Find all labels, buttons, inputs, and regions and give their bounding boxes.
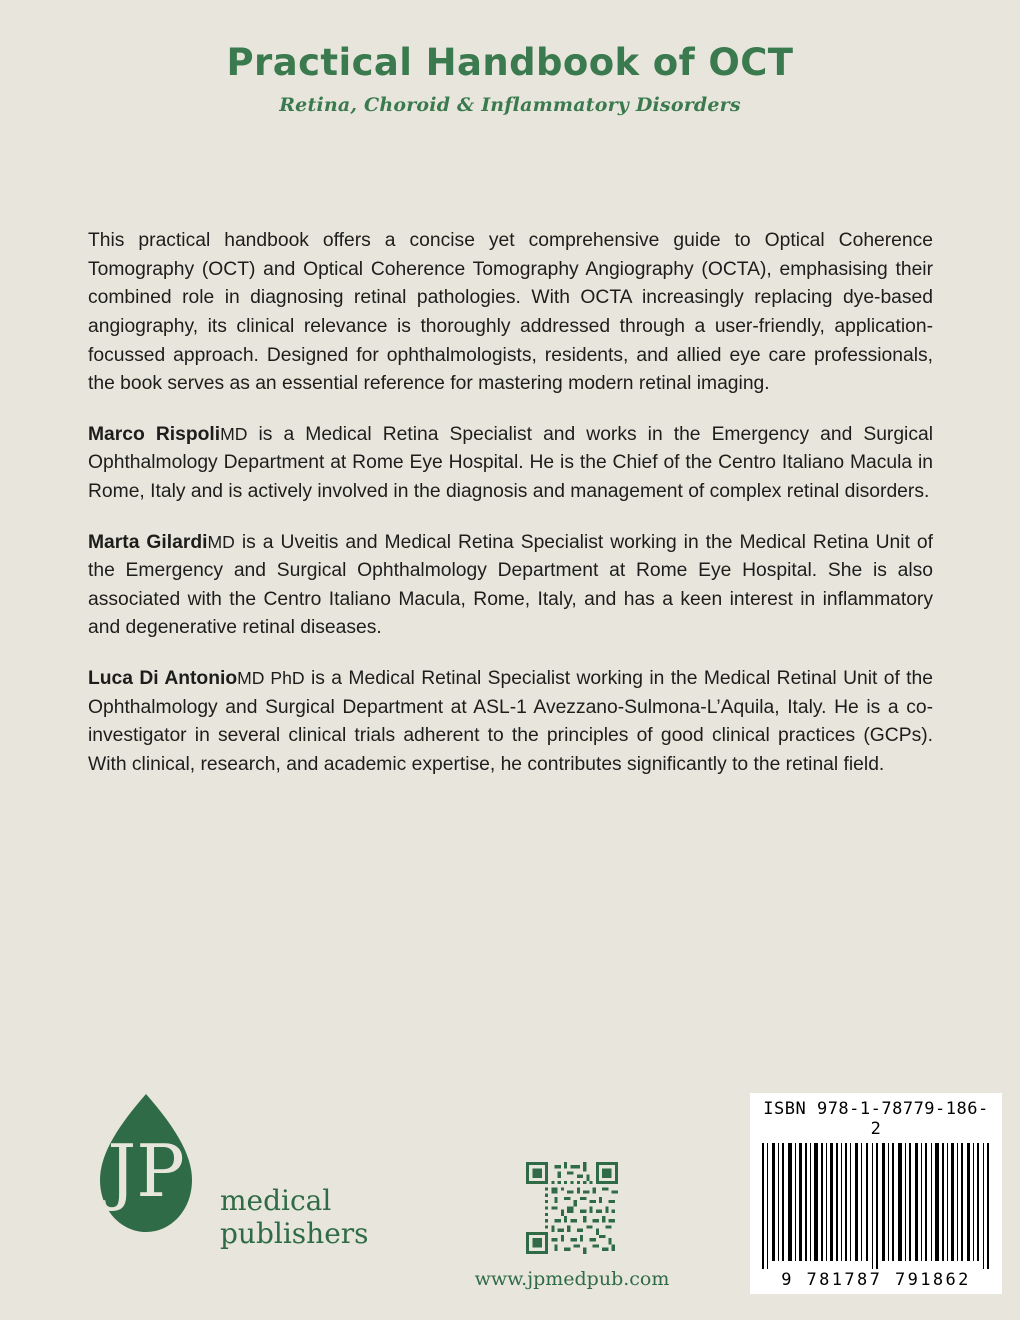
- publisher-line-2: publishers: [220, 1217, 369, 1250]
- author-text-1: is a Medical Retina Specialist and works in the Emergency and Surgical Ophthalmology Department at Rome Eye Hospital. He is the Chief of the Centro Italiano Macula in Rome, Italy and is actively involved in the diagnosis and management of complex retinal disorders.: [88, 423, 933, 503]
- author-name-2: Marta Gilardi: [88, 531, 208, 553]
- page-subtitle: Retina, Choroid & Inflammatory Disorders: [279, 93, 741, 116]
- author-text-3: is a Medical Retinal Specialist working in the Medical Retinal Unit of the Ophthalmology and Surgical Department at ASL-1 Avezzano-Sulmona-L’Aquila, Italy. He is a co-investigator in several clinical trials adherent to the principles of good clinical practices (GCPs). With clinical, research, and academic expertise, he contributes significantly to the retinal field.: [88, 668, 933, 775]
- publisher-logo: [88, 1092, 378, 1292]
- page-title: Practical Handbook of OCT: [226, 41, 794, 84]
- author-degrees-3: MD PhD: [237, 668, 305, 689]
- barcode-icon: [758, 1143, 994, 1269]
- qr-block: [462, 1162, 682, 1290]
- leaf-icon: [98, 1092, 194, 1242]
- publisher-monogram: JP: [107, 1129, 185, 1213]
- author-bio-2: [88, 528, 933, 643]
- author-degrees-1: MD: [220, 423, 248, 444]
- publisher-website-link[interactable]: www.jpmedpub.com: [474, 1268, 670, 1290]
- qr-code-icon[interactable]: [526, 1162, 618, 1254]
- isbn-label: ISBN 978-1-78779-186-2: [763, 1099, 989, 1139]
- author-name-3: Luca Di Antonio: [88, 668, 238, 690]
- author-bio-1: [88, 420, 933, 507]
- blurb-section: [88, 208, 933, 779]
- barcode-block: [750, 1093, 1002, 1294]
- book-description: This practical handbook offers a concise yet comprehensive guide to Optical Coherence Tomography (OCT) and Optical Coherence Tomography Angiography (OCTA), emphasising their combined role in diagnosing retinal pathologies. With OCTA increasingly replacing dye-based angiography, its clinical relevance is thoroughly addressed through a user-friendly, application-focussed approach. Designed for ophthalmologists, residents, and allied eye care professionals, the book serves as an essential reference for mastering modern retinal imaging.: [88, 230, 933, 395]
- author-name-1: Marco Rispoli: [88, 423, 221, 445]
- isbn-digits: 9 781787 791862: [781, 1270, 971, 1290]
- title-block: [0, 42, 1020, 116]
- author-degrees-2: MD: [207, 531, 235, 552]
- publisher-line-1: medical: [220, 1184, 332, 1217]
- publisher-wordmark: [220, 1184, 369, 1250]
- author-bio-3: [88, 664, 933, 779]
- author-text-2: is a Uveitis and Medical Retina Specialist working in the Medical Retina Unit of the Emergency and Surgical Ophthalmology Department at Rome Eye Hospital. She is also associated with the Centro Italiano Macula, Rome, Italy, and has a keen interest in inflammatory and degenerative retinal diseases.: [88, 531, 933, 639]
